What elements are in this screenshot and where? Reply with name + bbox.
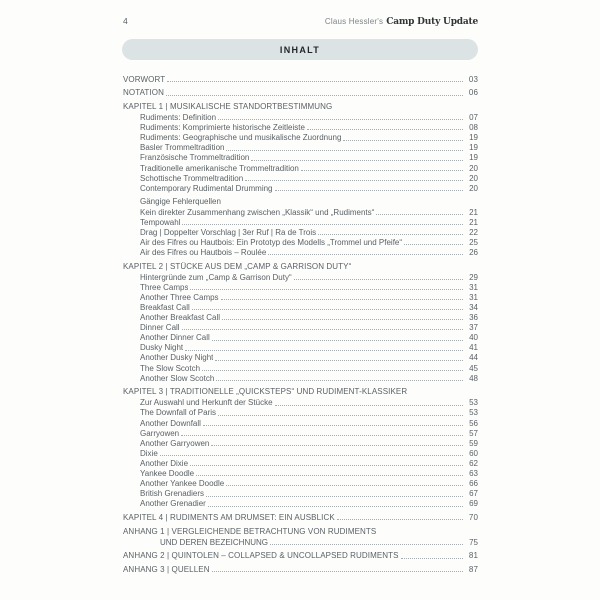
toc-entry-page: 87 <box>468 565 478 575</box>
toc-entry-page: 59 <box>469 438 478 448</box>
dotted-leader <box>270 544 463 545</box>
toc-entry <box>123 207 478 217</box>
dotted-leader <box>226 150 463 151</box>
toc-entry-page: 81 <box>468 551 478 561</box>
toc-entry-label: Französische Trommeltradition <box>140 153 250 163</box>
toc-entry <box>123 373 478 383</box>
toc-entry <box>123 458 478 468</box>
dotted-leader <box>251 160 463 161</box>
toc-entry <box>123 153 478 163</box>
toc-entry-label: ANHANG 1 | VERGLEICHENDE BETRACHTUNG VON RUDIMENTS <box>123 526 377 536</box>
dotted-leader <box>343 140 463 141</box>
toc-entry-page: 70 <box>468 513 478 522</box>
toc-entry <box>123 302 478 312</box>
toc-entry <box>123 101 478 111</box>
toc-entry <box>123 272 478 282</box>
toc-entry-page: 31 <box>469 292 478 302</box>
toc-entry <box>123 282 478 292</box>
toc-entry-label: Another Yankee Doodle <box>140 479 225 489</box>
toc-entry <box>123 237 478 247</box>
dotted-leader <box>275 405 463 406</box>
toc-entry-page: 08 <box>469 123 478 133</box>
dotted-leader <box>206 496 463 497</box>
toc-entry <box>123 323 478 333</box>
toc-entry-label: Rudiments: Geographische und musikalische Zuordnung <box>140 133 342 143</box>
toc-entry-label: ANHANG 3 | QUELLEN <box>123 565 210 575</box>
dotted-leader <box>192 309 463 310</box>
toc-entry <box>123 387 478 397</box>
toc-entry <box>123 479 478 489</box>
toc-entry <box>123 133 478 143</box>
toc-entry-label: Tempowahl <box>140 217 181 227</box>
toc-entry-label: UND DEREN BEZEICHNUNG <box>160 537 269 547</box>
toc-entry-page: 75 <box>469 537 478 547</box>
toc-entry-page: 26 <box>469 247 478 257</box>
dotted-leader <box>190 465 463 466</box>
dotted-leader <box>211 445 463 446</box>
toc-entry-page: 34 <box>469 302 478 312</box>
toc-entry <box>123 74 478 84</box>
toc-entry-page: 44 <box>469 353 478 363</box>
toc-entry <box>123 448 478 458</box>
toc-entry <box>123 343 478 353</box>
toc-entry-page: 20 <box>469 173 478 183</box>
toc-entry <box>123 183 478 193</box>
toc-entry <box>123 428 478 438</box>
dotted-leader <box>160 455 463 456</box>
contents-title: INHALT <box>279 44 321 55</box>
toc-entry-page: 03 <box>468 74 478 84</box>
toc-entry-label: KAPITEL 3 | TRADITIONELLE „QUICKSTEPS“ UND RUDIMENT-KLASSIKER <box>123 387 408 397</box>
toc-entry <box>123 312 478 322</box>
toc-entry-page: 60 <box>469 448 478 458</box>
toc-entry-label: Another Dinner Call <box>140 333 210 343</box>
dotted-leader <box>294 279 463 280</box>
toc-entry-label: Schottische Trommeltradition <box>140 173 244 183</box>
toc-entry-label: Another Garryowen <box>140 438 210 448</box>
dotted-leader <box>401 558 463 559</box>
toc-entry-page: 56 <box>469 418 478 428</box>
toc-entry-page: 06 <box>468 88 478 98</box>
toc-entry <box>123 512 478 522</box>
toc-entry-label: Breakfast Call <box>140 302 190 312</box>
book-title: Camp Duty Update <box>386 17 478 27</box>
toc-entry-label: Air des Fifres ou Hautbois – Roulée <box>140 247 267 257</box>
toc-entry <box>123 123 478 133</box>
toc-entry <box>123 408 478 418</box>
toc-entry <box>123 247 478 257</box>
toc-entry-label: Gängige Fehlerquellen <box>140 197 221 207</box>
toc-entry-page: 20 <box>469 163 478 173</box>
toc-entry-label: KAPITEL 1 | MUSIKALISCHE STANDORTBESTIMMUNG <box>123 101 333 111</box>
toc-entry-label: Another Breakfast Call <box>140 313 221 323</box>
toc-entry-label: Drag | Doppelter Vorschlag | 3er Ruf | Ra de Trois <box>140 227 317 237</box>
toc-entry <box>123 526 478 536</box>
page-header <box>123 16 478 27</box>
dotted-leader <box>275 190 464 191</box>
toc-entry-label: The Downfall of Paris <box>140 408 217 418</box>
toc-entry-label: Dinner Call <box>140 323 180 333</box>
toc-entry-page: 29 <box>469 272 478 282</box>
toc-entry-label: Three Camps <box>140 282 189 292</box>
toc-entry-label: Dixie <box>140 448 158 458</box>
toc-entry <box>123 217 478 227</box>
toc-entry-page: 20 <box>469 183 478 193</box>
toc-entry-page: 69 <box>469 499 478 509</box>
toc-entry <box>123 261 478 271</box>
toc-entry-page: 67 <box>469 489 478 499</box>
dotted-leader <box>196 475 463 476</box>
toc-entry <box>123 418 478 428</box>
dotted-leader <box>202 370 463 371</box>
dotted-leader <box>182 329 463 330</box>
toc-entry-page: 22 <box>469 227 478 237</box>
toc-entry-page: 48 <box>469 373 478 383</box>
dotted-leader <box>337 519 463 520</box>
toc-entry-page: 63 <box>469 469 478 479</box>
toc-entry-label: Kein direkter Zusammenhang zwischen „Klassik“ und „Rudiments“ <box>140 207 375 217</box>
toc-entry-label: Another Dusky Night <box>140 353 214 363</box>
dotted-leader <box>222 319 463 320</box>
toc-entry-label: Yankee Doodle <box>140 469 195 479</box>
dotted-leader <box>215 360 463 361</box>
toc-entry <box>123 227 478 237</box>
toc-entry <box>123 197 478 207</box>
toc-entry-page: 31 <box>469 282 478 292</box>
dotted-leader <box>182 224 463 225</box>
toc-entry-page: 19 <box>469 153 478 163</box>
toc-entry-label: Another Dixie <box>140 458 189 468</box>
dotted-leader <box>221 299 463 300</box>
dotted-leader <box>185 350 463 351</box>
toc-entry-label: NOTATION <box>123 88 164 98</box>
toc-entry-page: 21 <box>469 207 478 217</box>
toc-entry <box>123 163 478 173</box>
dotted-leader <box>376 214 463 215</box>
dotted-leader <box>404 244 463 245</box>
toc-entry <box>123 292 478 302</box>
running-head <box>325 17 478 27</box>
toc-entry-label: Contemporary Rudimental Drumming <box>140 183 273 193</box>
dotted-leader <box>245 180 463 181</box>
toc-entry-label: VORWORT <box>123 74 166 84</box>
toc-entry-label: Basler Trommeltradition <box>140 143 225 153</box>
toc-entry-label: ANHANG 2 | QUINTOLEN – COLLAPSED & UNCOLLAPSED RUDIMENTS <box>123 551 399 561</box>
toc-entry-page: 62 <box>469 458 478 468</box>
toc-entry-label: Rudiments: Definition <box>140 113 217 123</box>
toc-entry <box>123 468 478 478</box>
toc-entry-label: British Grenadiers <box>140 489 205 499</box>
toc-entry-page: 36 <box>469 313 478 323</box>
toc-entry-page: 57 <box>469 428 478 438</box>
toc-entry <box>123 565 478 575</box>
dotted-leader <box>212 571 463 572</box>
toc-entry-page: 41 <box>469 343 478 353</box>
dotted-leader <box>212 340 463 341</box>
toc-entry-page: 40 <box>469 333 478 343</box>
toc-entry-label: Another Slow Scotch <box>140 373 215 383</box>
contents-title-bar <box>122 39 478 60</box>
dotted-leader <box>318 234 463 235</box>
toc-entry-label: KAPITEL 4 | RUDIMENTS AM DRUMSET: EIN AUSBLICK <box>123 513 335 522</box>
toc-entry <box>123 398 478 408</box>
toc-entry-page: 25 <box>469 237 478 247</box>
toc-entry-label: Air des Fifres ou Hautbois: Ein Prototyp des Modells „Trommel und Pfeife“ <box>140 237 403 247</box>
toc-entry <box>123 333 478 343</box>
dotted-leader <box>226 485 463 486</box>
toc-entry-label: KAPITEL 2 | STÜCKE AUS DEM „CAMP & GARRISON DUTY“ <box>123 261 352 271</box>
dotted-leader <box>301 170 463 171</box>
toc-entry <box>123 143 478 153</box>
toc-entry-label: Another Three Camps <box>140 292 219 302</box>
toc-entry-label: Another Downfall <box>140 418 201 428</box>
dotted-leader <box>190 289 463 290</box>
author-credit: Claus Hessler's <box>324 17 384 26</box>
toc-entry-page: 37 <box>469 323 478 333</box>
dotted-leader <box>307 129 463 130</box>
toc-entry-label: Hintergründe zum „Camp & Garrison Duty“ <box>140 272 292 282</box>
toc-entry-page: 45 <box>469 363 478 373</box>
toc-entry <box>123 499 478 509</box>
dotted-leader <box>216 380 463 381</box>
toc-entry-label: Rudiments: Komprimierte historische Zeitleiste <box>140 123 305 133</box>
dotted-leader <box>268 254 463 255</box>
dotted-leader <box>181 435 463 436</box>
toc-entry-page: 21 <box>469 217 478 227</box>
page-number: 4 <box>123 16 128 26</box>
toc-entry-label: Garryowen <box>140 428 180 438</box>
toc-entry-label: Dusky Night <box>140 343 184 353</box>
dotted-leader <box>166 95 463 96</box>
toc-entry <box>123 438 478 448</box>
toc-entry-page: 07 <box>469 113 478 123</box>
toc-entry <box>123 489 478 499</box>
toc-entry <box>123 537 478 547</box>
dotted-leader <box>203 425 463 426</box>
toc-entry-page: 66 <box>469 479 478 489</box>
toc-entry <box>123 353 478 363</box>
toc-entry-page: 53 <box>469 408 478 418</box>
toc-entry-label: Zur Auswahl und Herkunft der Stücke <box>140 398 273 408</box>
toc-entry <box>123 112 478 122</box>
dotted-leader <box>208 506 463 507</box>
dotted-leader <box>218 415 463 416</box>
dotted-leader <box>167 81 463 82</box>
table-of-contents <box>123 74 478 575</box>
toc-entry <box>123 551 478 561</box>
toc-entry-label: Traditionelle amerikanische Trommeltradition <box>140 163 299 173</box>
toc-entry <box>123 88 478 98</box>
toc-entry-label: The Slow Scotch <box>140 363 201 373</box>
toc-entry <box>123 173 478 183</box>
toc-entry-page: 19 <box>469 143 478 153</box>
toc-entry-page: 19 <box>469 133 478 143</box>
toc-entry <box>123 363 478 373</box>
toc-entry-page: 53 <box>469 398 478 408</box>
dotted-leader <box>218 119 463 120</box>
toc-entry-label: Another Grenadier <box>140 499 206 509</box>
